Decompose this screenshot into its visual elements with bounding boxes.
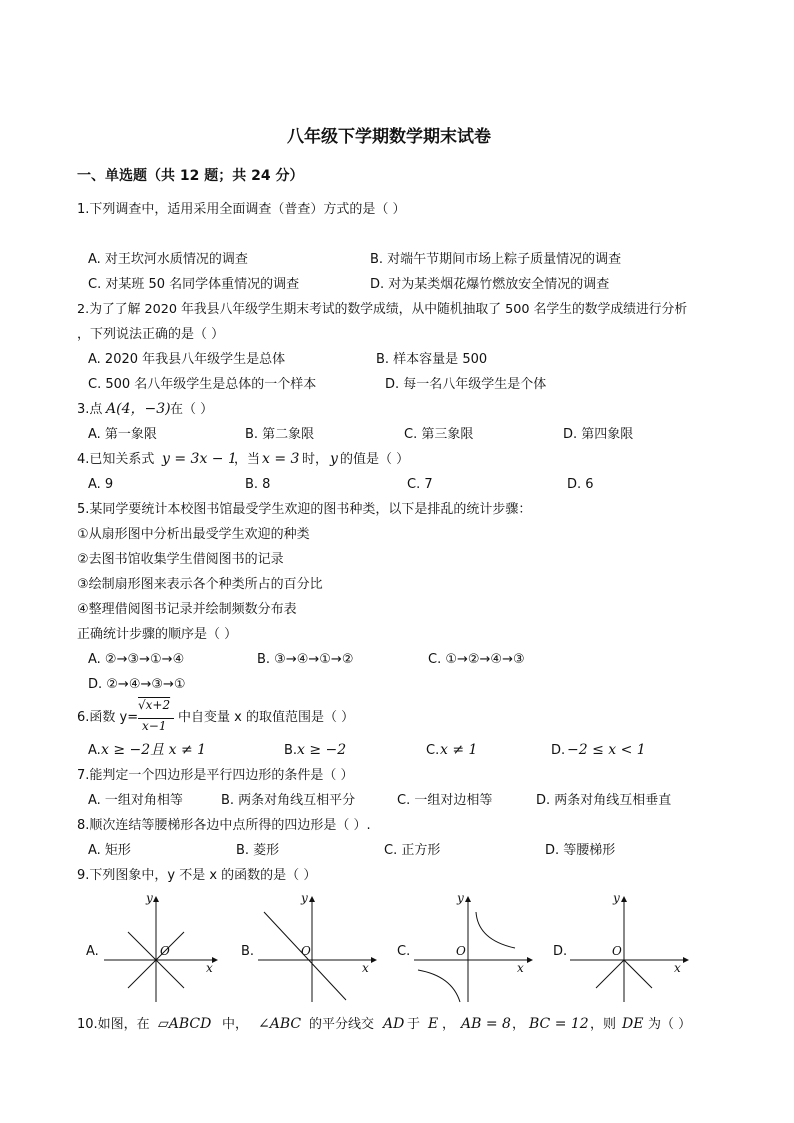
graph-c-curve-1 — [476, 912, 515, 948]
graph-d-label: D. — [553, 944, 568, 959]
question-10-t4: ， — [442, 1017, 456, 1032]
question-5-step-3: ③绘制扇形图来表示各个种类所占的百分比 — [77, 577, 323, 592]
graph-d-x-label: x — [674, 961, 681, 975]
question-6-option-c: x ≠ 1 — [440, 742, 478, 758]
graph-b-origin: O — [301, 944, 311, 958]
graph-d-x-arrow — [683, 957, 689, 963]
question-10-ad: AD — [383, 1016, 405, 1032]
question-6-option-d-label: D. — [551, 743, 566, 758]
question-3-suffix: 在（ ） — [170, 402, 214, 417]
question-6-option-b-label: B. — [284, 743, 298, 758]
question-3-point: A(4，−3) — [106, 401, 171, 417]
graph-c-origin: O — [456, 944, 466, 958]
question-2-option-a: A. 2020 年我县八年级学生是总体 — [88, 352, 286, 367]
question-10-de: DE — [622, 1016, 644, 1032]
question-10-t6: ，则 — [590, 1017, 617, 1032]
question-5-step-4: ④整理借阅图书记录并绘制频数分布表 — [77, 602, 297, 617]
question-5-ask: 正确统计步骤的顺序是（ ） — [77, 627, 238, 642]
question-7-stem: 7.能判定一个四边形是平行四边形的条件是（ ） — [77, 768, 354, 783]
question-10-t7: 为（ ） — [648, 1017, 692, 1032]
graph-d — [566, 892, 691, 1004]
question-5-step-1: ①从扇形图中分析出最受学生欢迎的种类 — [77, 527, 310, 542]
page-title: 八年级下学期数学期末试卷 — [287, 127, 491, 147]
question-2-stem-line-1: 2.为了了解 2020 年我县八年级学生期末考试的数学成绩，从中随机抽取了 500 名学生的数学成绩进行分析 — [77, 302, 688, 317]
graph-a-y-label: y — [146, 891, 153, 905]
graph-c-x-arrow — [527, 957, 533, 963]
graph-a-origin: O — [160, 944, 170, 958]
question-6-denominator: x−1 — [142, 719, 167, 733]
question-3-option-c: C. 第三象限 — [404, 427, 474, 442]
question-4-variable: y — [330, 451, 338, 467]
graph-c-label: C. — [397, 944, 411, 959]
question-1-option-d: D. 对为某类烟花爆竹燃放安全情况的调查 — [370, 277, 610, 292]
question-10-parallelogram: ▱ABCD — [158, 1016, 212, 1032]
question-3-option-b: B. 第二象限 — [245, 427, 315, 442]
graph-b-y-label: y — [301, 891, 308, 905]
graph-c-curve-2 — [418, 970, 460, 1002]
question-6-option-b: x ≥ −2 — [297, 742, 347, 758]
question-6-fraction — [138, 698, 178, 738]
graph-c-y-label: y — [457, 891, 464, 905]
graph-c-y-arrow — [465, 896, 471, 902]
question-6-suffix: 中自变量 x 的取值范围是（ ） — [178, 710, 355, 725]
question-9-stem: 9.下列图象中，y 不是 x 的函数的是（ ） — [77, 868, 317, 883]
question-10-t5: ， — [512, 1017, 526, 1032]
question-4-mid2: 时， — [302, 452, 329, 467]
question-8-option-b: B. 菱形 — [236, 843, 280, 858]
section-heading: 一、单选题（共 12 题；共 24 分） — [77, 168, 304, 184]
graph-c-x-label: x — [517, 961, 524, 975]
question-5-option-b: B. ③→④→①→② — [257, 652, 354, 667]
question-6-option-d: −2 ≤ x < 1 — [567, 742, 646, 758]
question-10-angle: ∠ABC — [258, 1016, 302, 1032]
question-3-option-a: A. 第一象限 — [88, 427, 157, 442]
question-1-option-a: A. 对王坎河水质情况的调查 — [88, 252, 248, 267]
question-6-option-c-label: C. — [426, 743, 440, 758]
question-4-suffix: 的值是（ ） — [340, 452, 410, 467]
question-10-t2: 的平分线交 — [309, 1017, 375, 1032]
question-5-stem: 5.某同学要统计本校图书馆最受学生欢迎的图书种类，以下是排乱的统计步骤： — [77, 502, 532, 517]
question-6-numerator: √x+2 — [138, 698, 171, 712]
question-7-option-c: C. 一组对边相等 — [397, 793, 493, 808]
graph-b-x-arrow — [371, 957, 377, 963]
graph-b — [254, 892, 379, 1004]
question-2-stem-line-2: ，下列说法正确的是（ ） — [77, 327, 225, 342]
graph-b-x-label: x — [362, 961, 369, 975]
question-2-option-c: C. 500 名八年级学生是总体的一个样本 — [88, 377, 317, 392]
question-6-prefix: 6.函数 y= — [77, 710, 139, 725]
question-8-stem: 8.顺次连结等腰梯形各边中点所得的四边形是（ ）. — [77, 818, 371, 833]
question-5-option-c: C. ①→②→④→③ — [428, 652, 525, 667]
graph-a-x-label: x — [206, 961, 213, 975]
question-4-option-c: C. 7 — [407, 477, 433, 492]
question-6-option-a: x ≥ −2且 x ≠ 1 — [101, 742, 207, 758]
question-10-prefix: 10.如图，在 — [77, 1017, 150, 1032]
graph-d-y-arrow — [621, 896, 627, 902]
question-7-option-a: A. 一组对角相等 — [88, 793, 183, 808]
graph-a-label: A. — [86, 944, 99, 959]
question-4-expression: y = 3x − 1 — [162, 451, 237, 467]
question-8-option-c: C. 正方形 — [384, 843, 441, 858]
question-10-t1: 中， — [222, 1017, 249, 1032]
graph-d-origin: O — [612, 944, 622, 958]
question-6-option-a-label: A. — [88, 743, 101, 758]
question-2-option-d: D. 每一名八年级学生是个体 — [385, 377, 547, 392]
question-8-option-a: A. 矩形 — [88, 843, 131, 858]
question-4-mid: ，当 — [234, 452, 261, 467]
graph-d-curve-1 — [596, 960, 624, 988]
question-1-option-c: C. 对某班 50 名同学体重情况的调查 — [88, 277, 300, 292]
question-10-t3: 于 — [407, 1017, 421, 1032]
question-8-option-d: D. 等腰梯形 — [545, 843, 616, 858]
question-3-prefix: 3.点 — [77, 402, 103, 417]
question-5-step-2: ②去图书馆收集学生借阅图书的记录 — [77, 552, 284, 567]
graph-a-y-arrow — [153, 896, 159, 902]
graph-d-curve-2 — [624, 960, 652, 988]
question-10-bc: BC = 12 — [529, 1016, 589, 1032]
question-10-ab: AB = 8 — [461, 1016, 511, 1032]
question-5-option-d: D. ②→④→③→① — [88, 677, 186, 692]
question-5-option-a: A. ②→③→①→④ — [88, 652, 185, 667]
graph-b-label: B. — [241, 944, 255, 959]
question-4-option-d: D. 6 — [567, 477, 594, 492]
question-4-option-a: A. 9 — [88, 477, 114, 492]
question-7-option-d: D. 两条对角线互相垂直 — [536, 793, 672, 808]
question-4-condition: x = 3 — [262, 451, 300, 467]
question-4-prefix: 4.已知关系式 — [77, 452, 155, 467]
question-2-option-b: B. 样本容量是 500 — [376, 352, 488, 367]
graph-b-y-arrow — [309, 896, 315, 902]
question-3-option-d: D. 第四象限 — [563, 427, 634, 442]
graph-d-y-label: y — [613, 891, 620, 905]
graph-c — [410, 892, 535, 1004]
question-10-e: E — [428, 1016, 439, 1032]
question-1-stem: 1.下列调查中，适用采用全面调查（普查）方式的是（ ） — [77, 202, 406, 217]
question-4-option-b: B. 8 — [245, 477, 271, 492]
question-1-option-b: B. 对端午节期间市场上粽子质量情况的调查 — [370, 252, 622, 267]
question-7-option-b: B. 两条对角线互相平分 — [221, 793, 356, 808]
